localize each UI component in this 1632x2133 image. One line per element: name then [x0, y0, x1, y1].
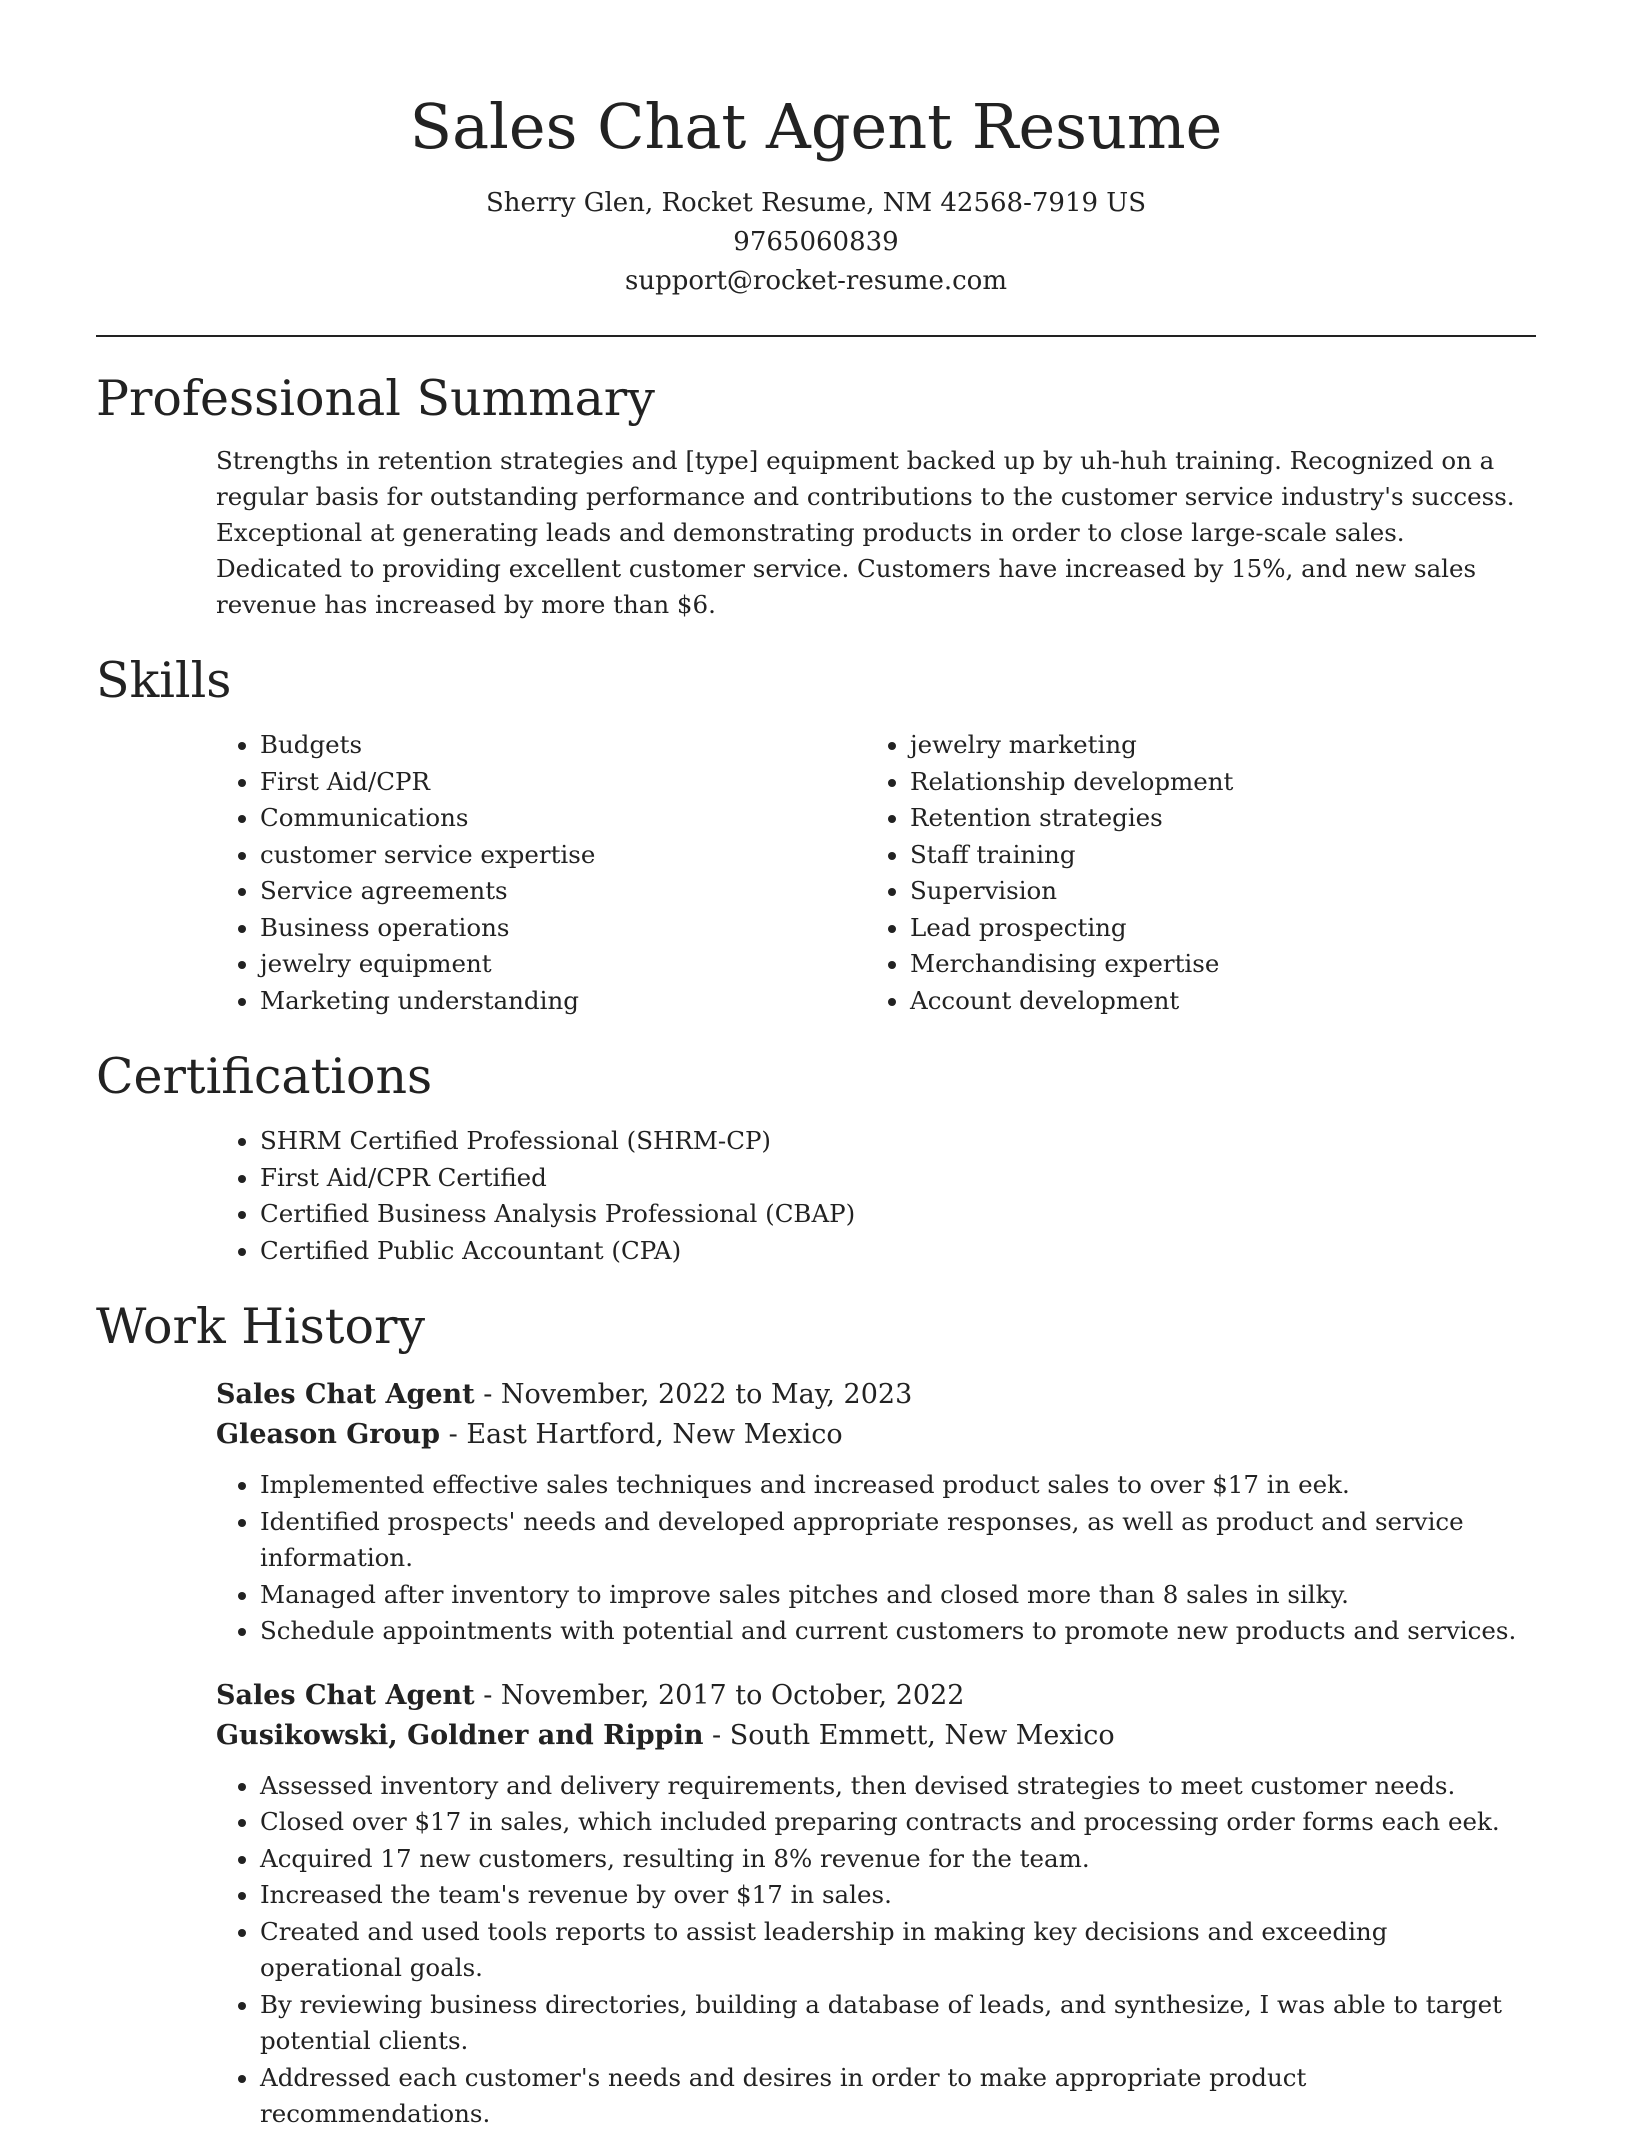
job-title-line	[216, 1375, 1536, 1415]
job-role: Sales Chat Agent	[216, 1679, 475, 1711]
header-divider	[96, 335, 1536, 337]
skill-item: • Communications	[260, 800, 866, 837]
job-dates: - November, 2017 to October, 2022	[474, 1679, 965, 1711]
summary-heading: Professional Summary	[96, 370, 655, 427]
skill-item: • Marketing understanding	[260, 983, 866, 1020]
work-history-heading: Work History	[96, 1298, 426, 1355]
job-bullet: • Increased the team's revenue by over $17 in sales.	[260, 1877, 1536, 1914]
skills-column-left	[216, 727, 866, 1019]
skill-item: • Service agreements	[260, 873, 866, 910]
job-title-line	[216, 1676, 1536, 1716]
contact-address: Sherry Glen, Rocket Resume, NM 42568-7919 US	[485, 188, 1147, 218]
contact-info	[96, 184, 1536, 301]
job-bullet: • Addressed each customer's needs and desires in order to make appropriate product recommendations.	[260, 2060, 1536, 2133]
certifications-heading: Certifications	[96, 1048, 433, 1105]
job-bullets	[216, 1768, 1536, 2133]
certifications-list	[216, 1123, 1536, 1269]
job-bullet: • Identified prospects' needs and developed appropriate responses, as well as product and service information.	[260, 1504, 1536, 1577]
contact-email: support@rocket-resume.com	[624, 266, 1007, 296]
job-entry	[216, 1676, 1536, 2133]
job-bullet: • Created and used tools reports to assist leadership in making key decisions and exceeding operational goals.	[260, 1914, 1536, 1987]
skill-item: • Staff training	[910, 837, 1516, 874]
skill-item: • customer service expertise	[260, 837, 866, 874]
skills-list	[216, 727, 1536, 1019]
skill-item: • Business operations	[260, 910, 866, 947]
job-bullet: • Managed after inventory to improve sales pitches and closed more than 8 sales in silky.	[260, 1577, 1536, 1614]
page-title: Sales Chat Agent Resume	[409, 90, 1223, 163]
skills-column-right	[866, 727, 1516, 1019]
job-bullet: • Schedule appointments with potential and current customers to promote new products and services.	[260, 1613, 1536, 1650]
job-entry	[216, 1375, 1536, 1650]
contact-phone: 9765060839	[733, 227, 899, 257]
job-bullet: • By reviewing business directories, building a database of leads, and synthesize, I was able to target potential clients.	[260, 1987, 1536, 2060]
skills-heading: Skills	[96, 652, 232, 709]
job-bullet: • Acquired 17 new customers, resulting in 8% revenue for the team.	[260, 1841, 1536, 1878]
job-dates: - November, 2022 to May, 2023	[474, 1379, 913, 1410]
job-bullets	[216, 1467, 1536, 1650]
skill-item: • Retention strategies	[910, 800, 1516, 837]
skill-item: • jewelry marketing	[910, 727, 1516, 764]
certification-item: • Certified Public Accountant (CPA)	[260, 1233, 1536, 1270]
job-role: Sales Chat Agent	[216, 1379, 475, 1410]
job-company-line	[216, 1415, 1536, 1455]
skill-item: • First Aid/CPR	[260, 764, 866, 801]
skill-item: • Supervision	[910, 873, 1516, 910]
job-bullet: • Closed over $17 in sales, which included preparing contracts and processing order forms each eek.	[260, 1804, 1536, 1841]
certification-item: • Certified Business Analysis Professional (CBAP)	[260, 1196, 1536, 1233]
skill-item: • Budgets	[260, 727, 866, 764]
job-location: - East Hartford, New Mexico	[440, 1419, 843, 1450]
skill-item: • jewelry equipment	[260, 946, 866, 983]
summary-text: Strengths in retention strategies and [type] equipment backed up by uh-huh training. Recognized on a regular basis for outstanding performance and contributions to the customer service industry's success. Exceptional at generating leads and demonstrating products in order to close large-scale sales. Dedicated to providing excellent customer service. Customers have increased by 15%, and new sales revenue has increased by more than $6.	[216, 446, 1515, 619]
job-company: Gleason Group	[216, 1419, 441, 1450]
skill-item: • Lead prospecting	[910, 910, 1516, 947]
job-company-line	[216, 1716, 1536, 1756]
job-company: Gusikowski, Goldner and Rippin	[216, 1719, 704, 1751]
resume-header	[96, 0, 1536, 301]
job-bullet: • Implemented effective sales techniques and increased product sales to over $17 in eek.	[260, 1467, 1536, 1504]
certification-item: • First Aid/CPR Certified	[260, 1160, 1536, 1197]
skill-item: • Account development	[910, 983, 1516, 1020]
skill-item: • Relationship development	[910, 764, 1516, 801]
job-location: - South Emmett, New Mexico	[703, 1719, 1115, 1751]
certification-item: • SHRM Certified Professional (SHRM-CP)	[260, 1123, 1536, 1160]
skill-item: • Merchandising expertise	[910, 946, 1516, 983]
job-bullet: • Assessed inventory and delivery requirements, then devised strategies to meet customer needs.	[260, 1768, 1536, 1805]
